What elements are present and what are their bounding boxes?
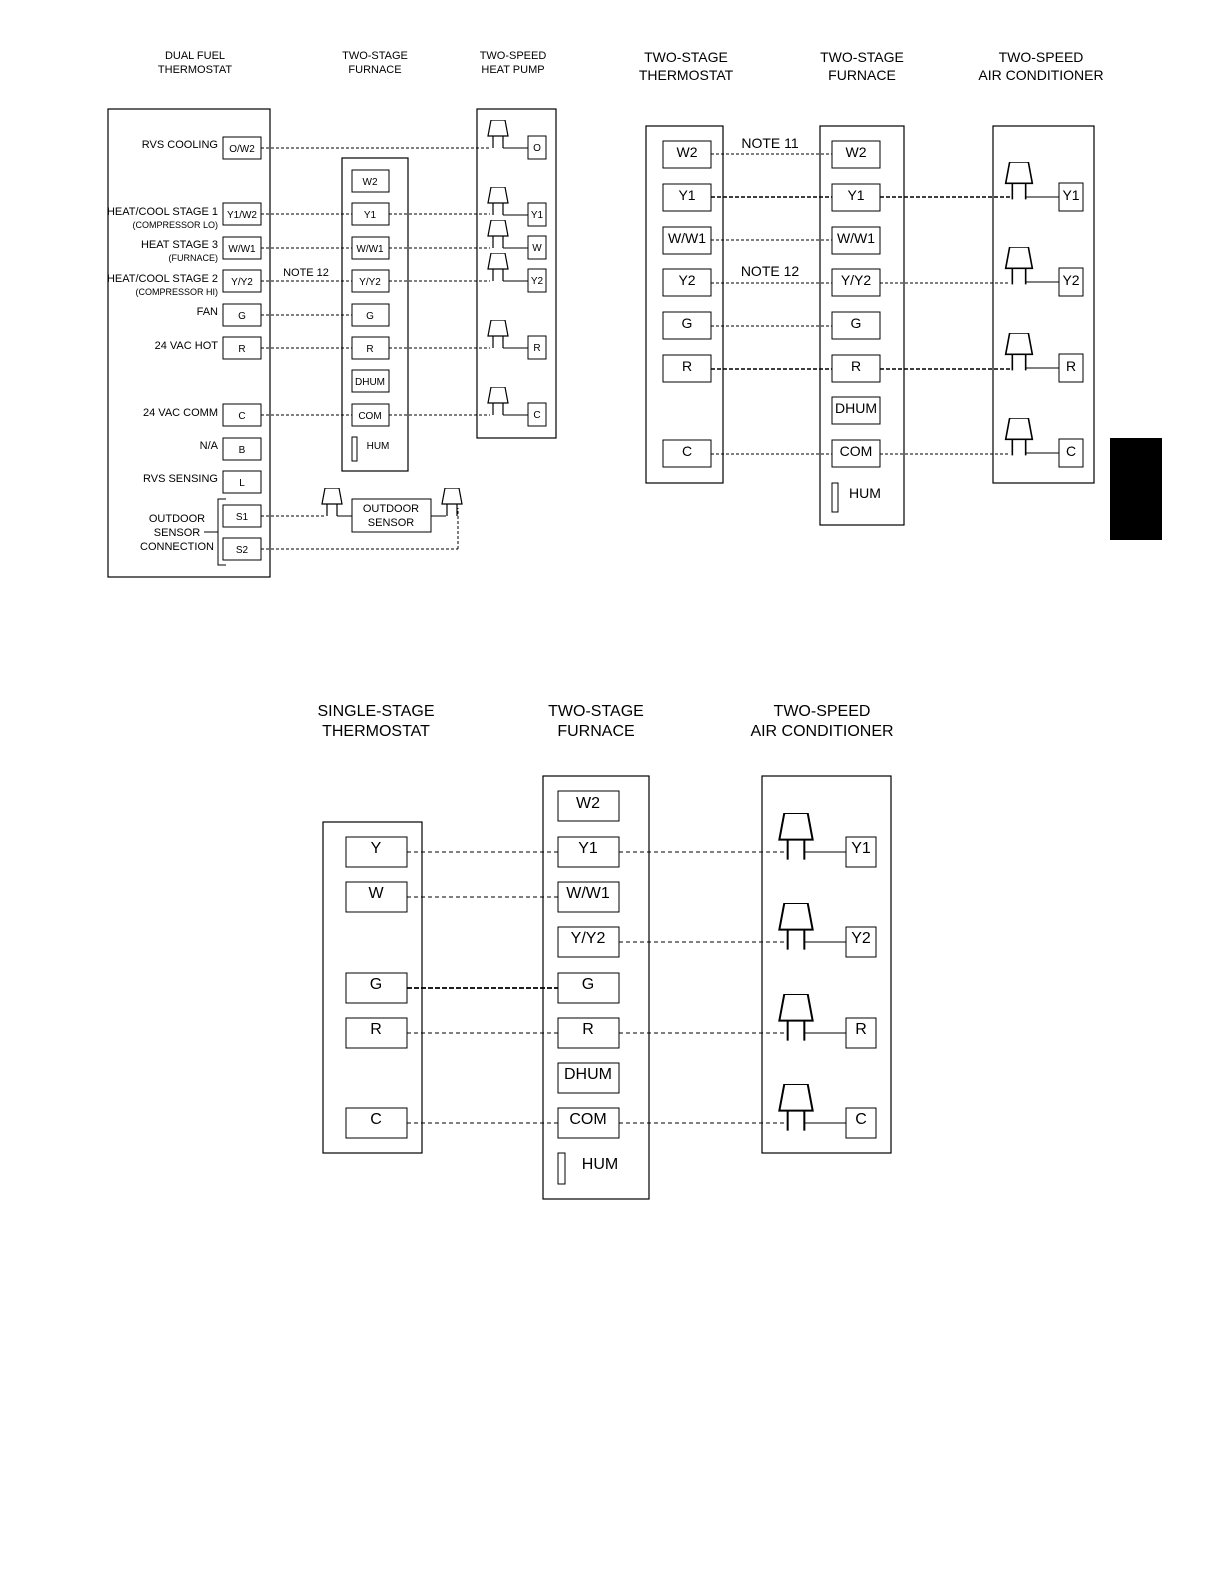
ss-ac-contact-r: [779, 994, 812, 1041]
ss-furnace-hum: HUM: [581, 1156, 619, 1173]
ss-furnace-w-w1: W/W1: [566, 885, 610, 902]
label-rvs-cooling: RVS COOLING: [141, 139, 218, 151]
label-compressor-lo: (COMPRESSOR LO): [132, 220, 218, 230]
ss-thermo-r: R: [370, 1021, 382, 1038]
ts-thermo-r: R: [681, 358, 693, 374]
ts-furnace-header-line2: FURNACE: [828, 67, 896, 83]
outdoor-sensor-contact-left: [322, 488, 342, 516]
label-sensor: SENSOR: [153, 527, 201, 539]
ss-thermostat-header-line2: THERMOSTAT: [322, 723, 430, 740]
ts-thermostat-header-line2: THERMOSTAT: [638, 67, 734, 83]
ts-ac-header-line2: AIR CONDITIONER: [978, 67, 1104, 83]
ts-ac-contact-c: [1006, 418, 1033, 455]
terminal-l: L: [239, 478, 245, 489]
dual-fuel-heatpump-header-line1: TWO-SPEED: [479, 50, 547, 62]
terminal-b: B: [238, 445, 246, 456]
terminal-w-w1: W/W1: [228, 244, 256, 255]
ss-ac-contact-y2: [779, 903, 812, 950]
ts-furnace-header-line1: TWO-STAGE: [820, 49, 904, 65]
ss-ac-header-line2: AIR CONDITIONER: [750, 723, 894, 740]
ts-furnace-r: R: [850, 358, 862, 374]
single-stage-thermostat-diagram: [317, 703, 893, 1199]
heatpump-contact-y1: [488, 187, 508, 215]
ss-thermo-c: C: [370, 1111, 382, 1128]
ts-furnace-g: G: [850, 315, 862, 331]
ss-furnace-w2: W2: [576, 795, 600, 812]
ts-furnace-hum-slot: [832, 483, 838, 512]
ts-thermo-w-w1: W/W1: [667, 230, 707, 246]
terminal-y1-w2: Y1/W2: [226, 210, 258, 221]
heatpump-o: O: [533, 143, 541, 154]
ss-furnace-header-line2: FURNACE: [557, 723, 635, 740]
ss-ac-r: R: [855, 1021, 867, 1038]
terminal-c: C: [238, 411, 246, 422]
label-24vac-hot: 24 VAC HOT: [154, 340, 218, 352]
ss-ac-contact-y1: [779, 813, 812, 860]
ss-ac-contacts: [779, 813, 846, 1131]
label-outdoor: OUTDOOR: [148, 513, 206, 525]
heatpump-contact-c: [488, 387, 508, 415]
dual-fuel-heatpump-panel: [477, 109, 556, 438]
heatpump-y2: Y2: [530, 276, 544, 287]
heatpump-contacts: [488, 120, 528, 415]
terminal-g: G: [238, 311, 246, 322]
dual-fuel-thermostat-header-line1: DUAL FUEL: [164, 50, 226, 62]
ss-furnace-y1: Y1: [578, 840, 598, 857]
ts-ac-contact-y1: [1006, 162, 1033, 199]
furnace-hum: HUM: [366, 441, 390, 452]
furnace-y-y2: Y/Y2: [359, 277, 381, 288]
furnace-dhum: DHUM: [355, 377, 385, 388]
furnace-g: G: [366, 311, 374, 322]
ts-note-12: NOTE 12: [740, 263, 800, 279]
ss-thermostat-header-line1: SINGLE-STAGE: [317, 703, 435, 720]
heatpump-contact-o: [488, 120, 508, 148]
ts-ac-contact-y2: [1006, 247, 1033, 284]
ts-thermo-g: G: [681, 315, 693, 331]
terminal-o-w2: O/W2: [229, 144, 255, 155]
furnace-w2: W2: [362, 177, 378, 188]
ts-ac-contact-r: [1006, 333, 1033, 370]
label-heat-cool-stage2: HEAT/COOL STAGE 2: [106, 273, 218, 285]
furnace-hum-slot: [352, 437, 357, 461]
heatpump-y1: Y1: [530, 210, 544, 221]
heatpump-r: R: [533, 343, 541, 354]
ss-ac-c: C: [855, 1111, 867, 1128]
label-na: N/A: [199, 440, 218, 452]
ss-ac-y1: Y1: [851, 840, 871, 857]
furnace-r: R: [366, 344, 374, 355]
ts-furnace-hum: HUM: [849, 485, 881, 501]
terminal-r: R: [238, 344, 246, 355]
label-compressor-hi: (COMPRESSOR HI): [135, 287, 218, 297]
ts-thermostat-header-line1: TWO-STAGE: [644, 49, 728, 65]
ts-ac-y1: Y1: [1062, 187, 1080, 203]
furnace-com: COM: [358, 411, 382, 422]
ts-ac-header-line1: TWO-SPEED: [998, 49, 1084, 65]
ts-ac-c: C: [1065, 443, 1077, 459]
label-connection: CONNECTION: [140, 541, 214, 553]
dual-fuel-furnace-header-line2: FURNACE: [348, 64, 402, 76]
ts-thermo-w2: W2: [676, 144, 698, 160]
ss-ac-y2: Y2: [851, 930, 871, 947]
terminal-s2: S2: [235, 545, 249, 556]
ts-furnace-com: COM: [839, 443, 873, 459]
two-stage-thermostat-diagram: [639, 49, 1104, 525]
ss-furnace-dhum: DHUM: [564, 1066, 612, 1083]
label-heat-stage3: HEAT STAGE 3: [140, 239, 218, 251]
ss-furnace-y-y2: Y/Y2: [570, 930, 606, 947]
ss-furnace-hum-slot: [558, 1153, 565, 1184]
terminal-y-y2: Y/Y2: [231, 277, 253, 288]
ts-thermo-y2: Y2: [678, 272, 696, 288]
dual-fuel-heatpump-header-line2: HEAT PUMP: [481, 64, 545, 76]
ss-ac-header-line1: TWO-SPEED: [773, 703, 871, 720]
ss-thermo-g: G: [369, 976, 383, 993]
dual-fuel-diagram: [107, 50, 556, 577]
heatpump-c: C: [533, 410, 541, 421]
ss-furnace-header-line1: TWO-STAGE: [548, 703, 644, 720]
ts-thermo-y1: Y1: [678, 187, 696, 203]
ts-furnace-w2: W2: [845, 144, 867, 160]
ts-ac-contacts: [1006, 162, 1059, 455]
ts-furnace-panel: [820, 126, 904, 525]
furnace-y1: Y1: [363, 210, 377, 221]
ts-thermostat-panel: [646, 126, 723, 483]
ss-thermo-w: W: [368, 885, 384, 902]
ts-thermo-c: C: [681, 443, 693, 459]
outdoor-sensor-box-line1: OUTDOOR: [362, 503, 420, 515]
ss-furnace-r: R: [582, 1021, 594, 1038]
label-heat-cool-stage1: HEAT/COOL STAGE 1: [106, 206, 218, 218]
ss-furnace-g: G: [581, 976, 595, 993]
label-24vac-comm: 24 VAC COMM: [143, 407, 218, 419]
ts-furnace-y-y2: Y/Y2: [840, 272, 872, 288]
label-furnace-sub: (FURNACE): [168, 253, 218, 263]
ss-thermo-y: Y: [370, 840, 382, 857]
terminal-s1: S1: [235, 512, 249, 523]
heatpump-contact-y2: [488, 253, 508, 281]
dual-fuel-furnace-header-line1: TWO-STAGE: [342, 50, 408, 62]
ts-furnace-y1: Y1: [847, 187, 865, 203]
label-rvs-sensing: RVS SENSING: [143, 473, 218, 485]
ss-furnace-com: COM: [569, 1111, 607, 1128]
furnace-w-w1: W/W1: [356, 244, 384, 255]
heatpump-w: W: [532, 243, 542, 254]
ts-ac-r: R: [1065, 358, 1077, 374]
ts-furnace-dhum: DHUM: [835, 400, 877, 416]
outdoor-sensor-box-line2: SENSOR: [367, 517, 415, 529]
label-fan: FAN: [196, 306, 218, 318]
section-tab-marker: [1110, 438, 1162, 540]
dual-fuel-thermostat-header-line2: THERMOSTAT: [157, 64, 233, 76]
heatpump-contact-w: [488, 220, 508, 248]
ss-ac-contact-c: [779, 1084, 812, 1131]
heatpump-contact-r: [488, 320, 508, 348]
ts-note-11: NOTE 11: [741, 135, 799, 151]
ts-ac-y2: Y2: [1062, 272, 1080, 288]
outdoor-sensor-contact-right: [442, 488, 462, 516]
ts-furnace-w-w1: W/W1: [836, 230, 876, 246]
dual-fuel-note-12: NOTE 12: [283, 267, 329, 279]
